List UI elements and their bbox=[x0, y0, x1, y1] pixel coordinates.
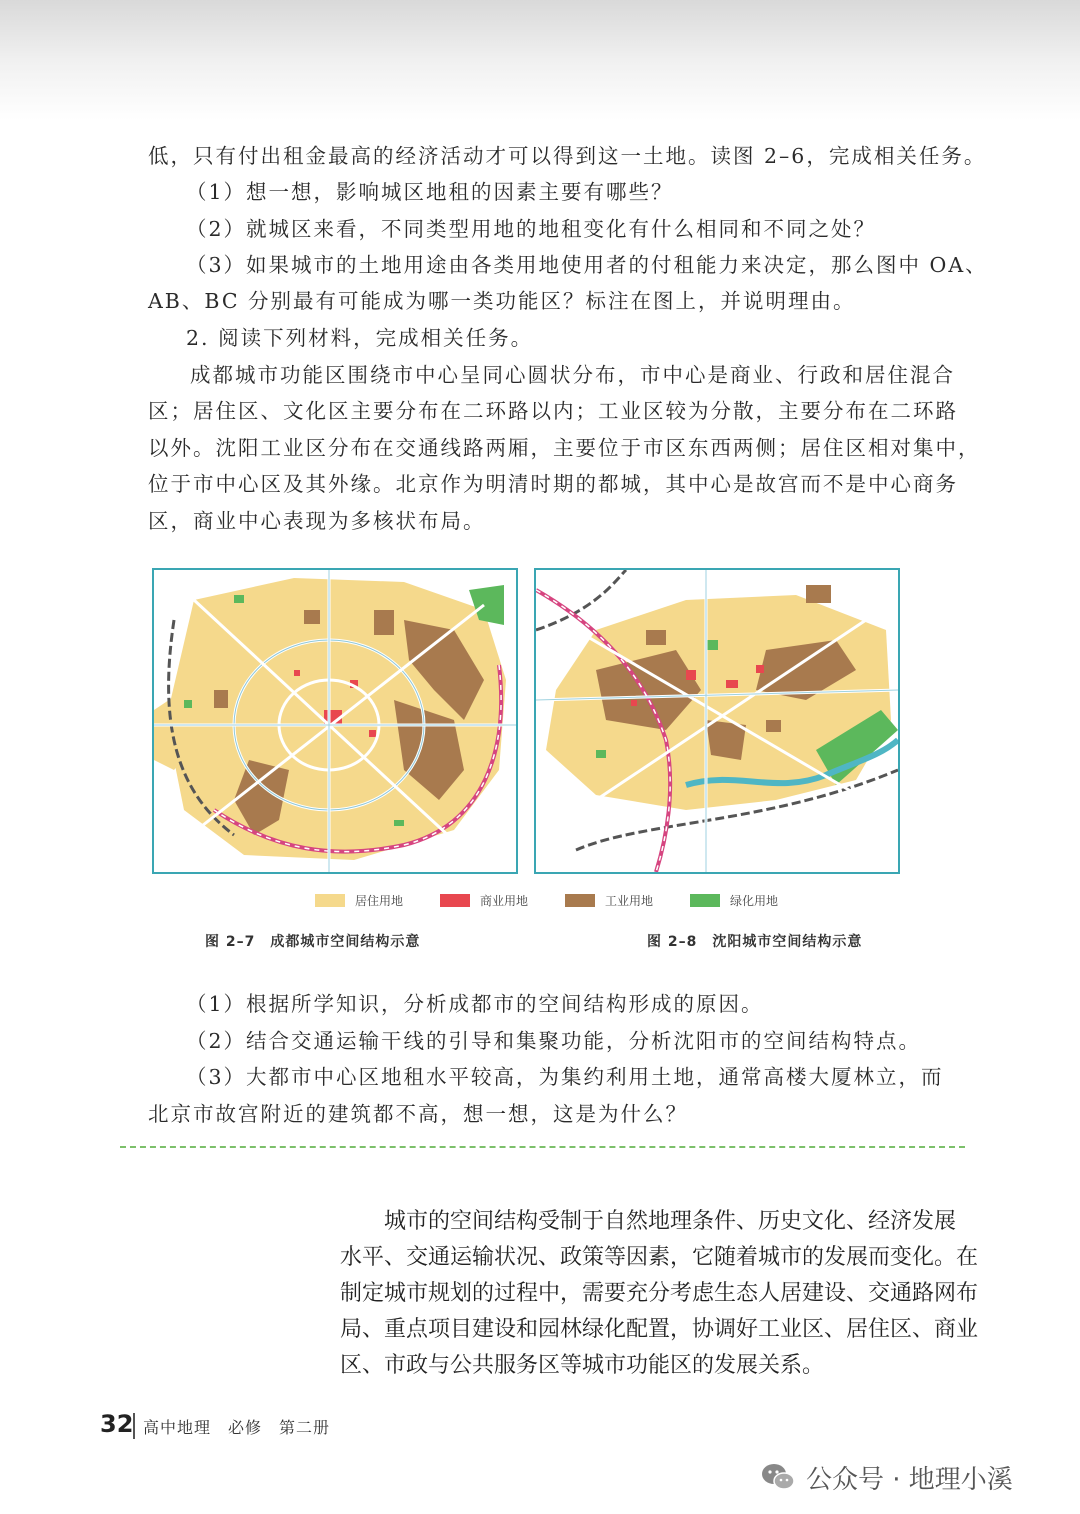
wechat-icon bbox=[760, 1462, 796, 1492]
summary-paragraph bbox=[340, 1204, 979, 1384]
question-line: 北京市故宫附近的建筑都不高，想一想，这是为什么？ bbox=[148, 1102, 688, 1126]
text-line: 低，只有付出租金最高的经济活动才可以得到这一土地。读图 2–6，完成相关任务。 bbox=[148, 144, 987, 168]
legend-label: 工业用地 bbox=[605, 893, 654, 908]
watermark-text: 公众号 · 地理小溪 bbox=[806, 1464, 1013, 1495]
material-line: 位于市中心区及其外缘。北京作为明清时期的都城，其中心是故宫而不是中心商务 bbox=[148, 472, 958, 496]
footer-separator bbox=[133, 1413, 135, 1439]
question-line: （3）大都市中心区地租水平较高，为集约利用土地，通常高楼大厦林立，而 bbox=[186, 1065, 944, 1089]
legend-item-green bbox=[690, 889, 778, 911]
question-line: AB、BC 分别最有可能成为哪一类功能区？标注在图上，并说明理由。 bbox=[148, 289, 856, 313]
chengdu-map bbox=[152, 568, 518, 874]
summary-line: 制定城市规划的过程中，需要充分考虑生态人居建设、交通路网布 bbox=[340, 1281, 979, 1306]
legend-label: 居住用地 bbox=[355, 893, 404, 908]
legend-swatch-commercial bbox=[440, 894, 470, 907]
page-top-shadow bbox=[0, 0, 1080, 120]
question-line: （2）结合交通运输干线的引导和集聚功能，分析沈阳市的空间结构特点。 bbox=[186, 1029, 922, 1053]
material-line: 区；居住区、文化区主要分布在二环路以内；工业区较为分散，主要分布在二环路 bbox=[148, 399, 958, 423]
figure-caption-chengdu: 图 2–7 成都城市空间结构示意 bbox=[205, 934, 421, 950]
map-legend bbox=[315, 889, 835, 911]
legend-item-residential bbox=[315, 889, 403, 911]
legend-label: 商业用地 bbox=[480, 893, 529, 908]
task-heading: 2. 阅读下列材料，完成相关任务。 bbox=[186, 326, 534, 350]
material-line: 以外。沈阳工业区分布在交通线路两厢，主要位于市区东西两侧；居住区相对集中， bbox=[148, 436, 981, 460]
section-divider bbox=[120, 1146, 965, 1148]
material-line: 区，商业中心表现为多核状布局。 bbox=[148, 509, 486, 533]
question-line: （1）想一想，影响城区地租的因素主要有哪些？ bbox=[186, 180, 674, 204]
summary-line: 区、市政与公共服务区等城市功能区的发展关系。 bbox=[340, 1353, 825, 1378]
shenyang-map bbox=[534, 568, 900, 874]
summary-line: 水平、交通运输状况、政策等因素，它随着城市的发展而变化。在 bbox=[340, 1245, 979, 1270]
legend-swatch-industrial bbox=[565, 894, 595, 907]
legend-swatch-residential bbox=[315, 894, 345, 907]
question-line: （3）如果城市的土地用途由各类用地使用者的付租能力来决定，那么图中 OA、 bbox=[186, 253, 988, 277]
question-line: （1）根据所学知识，分析成都市的空间结构形成的原因。 bbox=[186, 992, 764, 1016]
figure-caption-shenyang: 图 2–8 沈阳城市空间结构示意 bbox=[647, 934, 863, 950]
legend-label: 绿化用地 bbox=[730, 893, 779, 908]
material-line: 成都城市功能区围绕市中心呈同心圆状分布，市中心是商业、行政和居住混合 bbox=[190, 363, 955, 387]
question-line: （2）就城区来看，不同类型用地的地租变化有什么相同和不同之处？ bbox=[186, 217, 877, 241]
page-number: 32 bbox=[100, 1410, 134, 1438]
legend-item-commercial bbox=[440, 889, 528, 911]
watermark bbox=[760, 1457, 1013, 1497]
summary-line: 局、重点项目建设和园林绿化配置，协调好工业区、居住区、商业 bbox=[340, 1317, 979, 1342]
book-title: 高中地理 必修 第二册 bbox=[143, 1418, 331, 1437]
legend-swatch-green bbox=[690, 894, 720, 907]
summary-line: 城市的空间结构受制于自然地理条件、历史文化、经济发展 bbox=[384, 1209, 957, 1234]
legend-item-industrial bbox=[565, 889, 653, 911]
